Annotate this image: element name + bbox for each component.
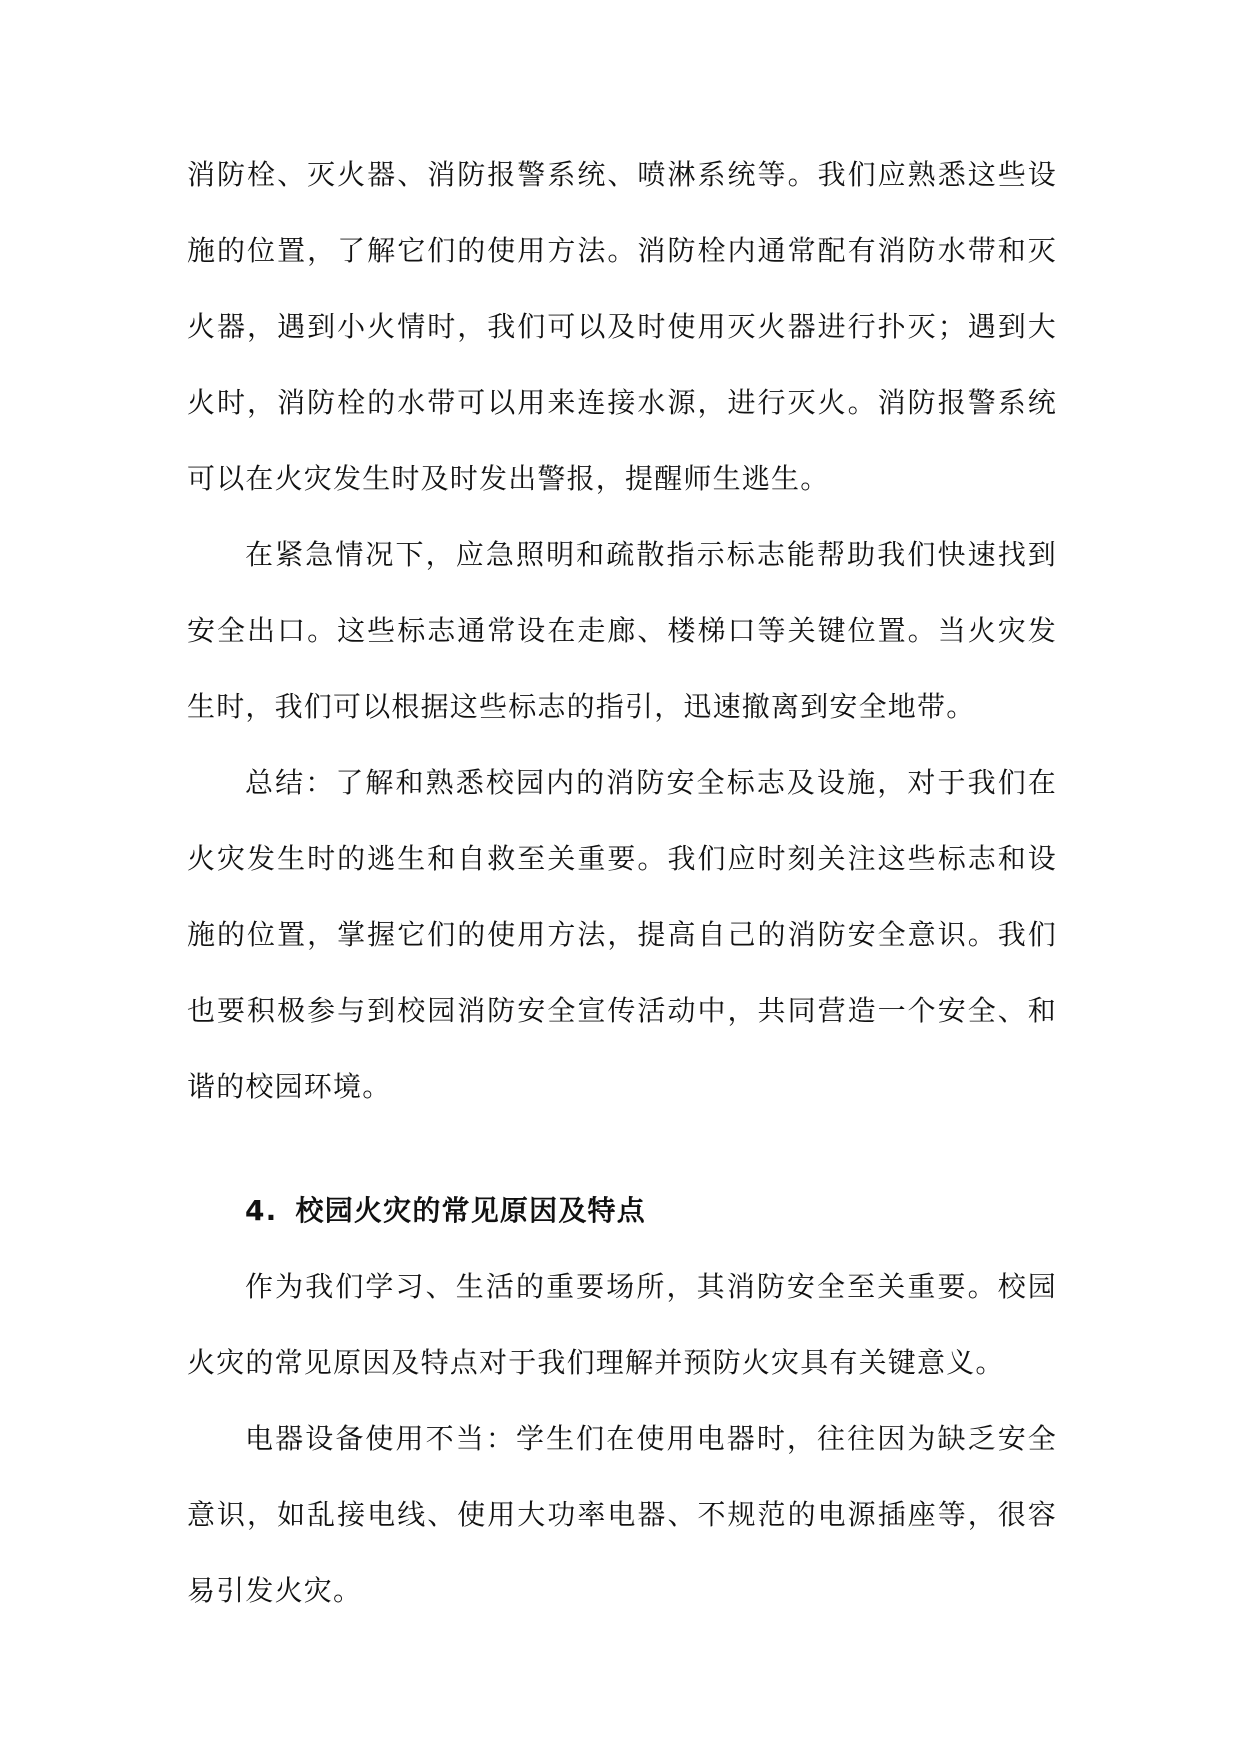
- section-number: 4.: [245, 1194, 278, 1227]
- paragraph-electrical-misuse: 电器设备使用不当：学生们在使用电器时，往往因为缺乏安全意识，如乱接电线、使用大功率电器、不规范的电源插座等，很容易引发火灾。: [187, 1422, 1057, 1607]
- paragraph-fire-facilities: 消防栓、灭火器、消防报警系统、喷淋系统等。我们应熟悉这些设施的位置，了解它们的使用方法。消防栓内通常配有消防水带和灭火器，遇到小火情时，我们可以及时使用灭火器进行扑灭；遇到大火时，消防栓的水带可以用来连接水源，进行灭火。消防报警系统可以在火灾发生时及时发出警报，提醒师生逃生。: [187, 158, 1057, 495]
- paragraph-intro-causes: 作为我们学习、生活的重要场所，其消防安全至关重要。校园火灾的常见原因及特点对于我们理解并预防火灾具有关键意义。: [187, 1270, 1057, 1379]
- paragraph-summary: 总结：了解和熟悉校园内的消防安全标志及设施，对于我们在火灾发生时的逃生和自救至关重要。我们应时刻关注这些标志和设施的位置，掌握它们的使用方法，提高自己的消防安全意识。我们也要积极参与到校园消防安全宣传活动中，共同营造一个安全、和谐的校园环境。: [187, 766, 1057, 1103]
- paragraph-emergency-signs: 在紧急情况下，应急照明和疏散指示标志能帮助我们快速找到安全出口。这些标志通常设在走廊、楼梯口等关键位置。当火灾发生时，我们可以根据这些标志的指引，迅速撤离到安全地带。: [187, 538, 1057, 723]
- section-title: 校园火灾的常见原因及特点: [295, 1194, 646, 1227]
- document-body: [187, 137, 1057, 1629]
- section-heading: [187, 1173, 1057, 1249]
